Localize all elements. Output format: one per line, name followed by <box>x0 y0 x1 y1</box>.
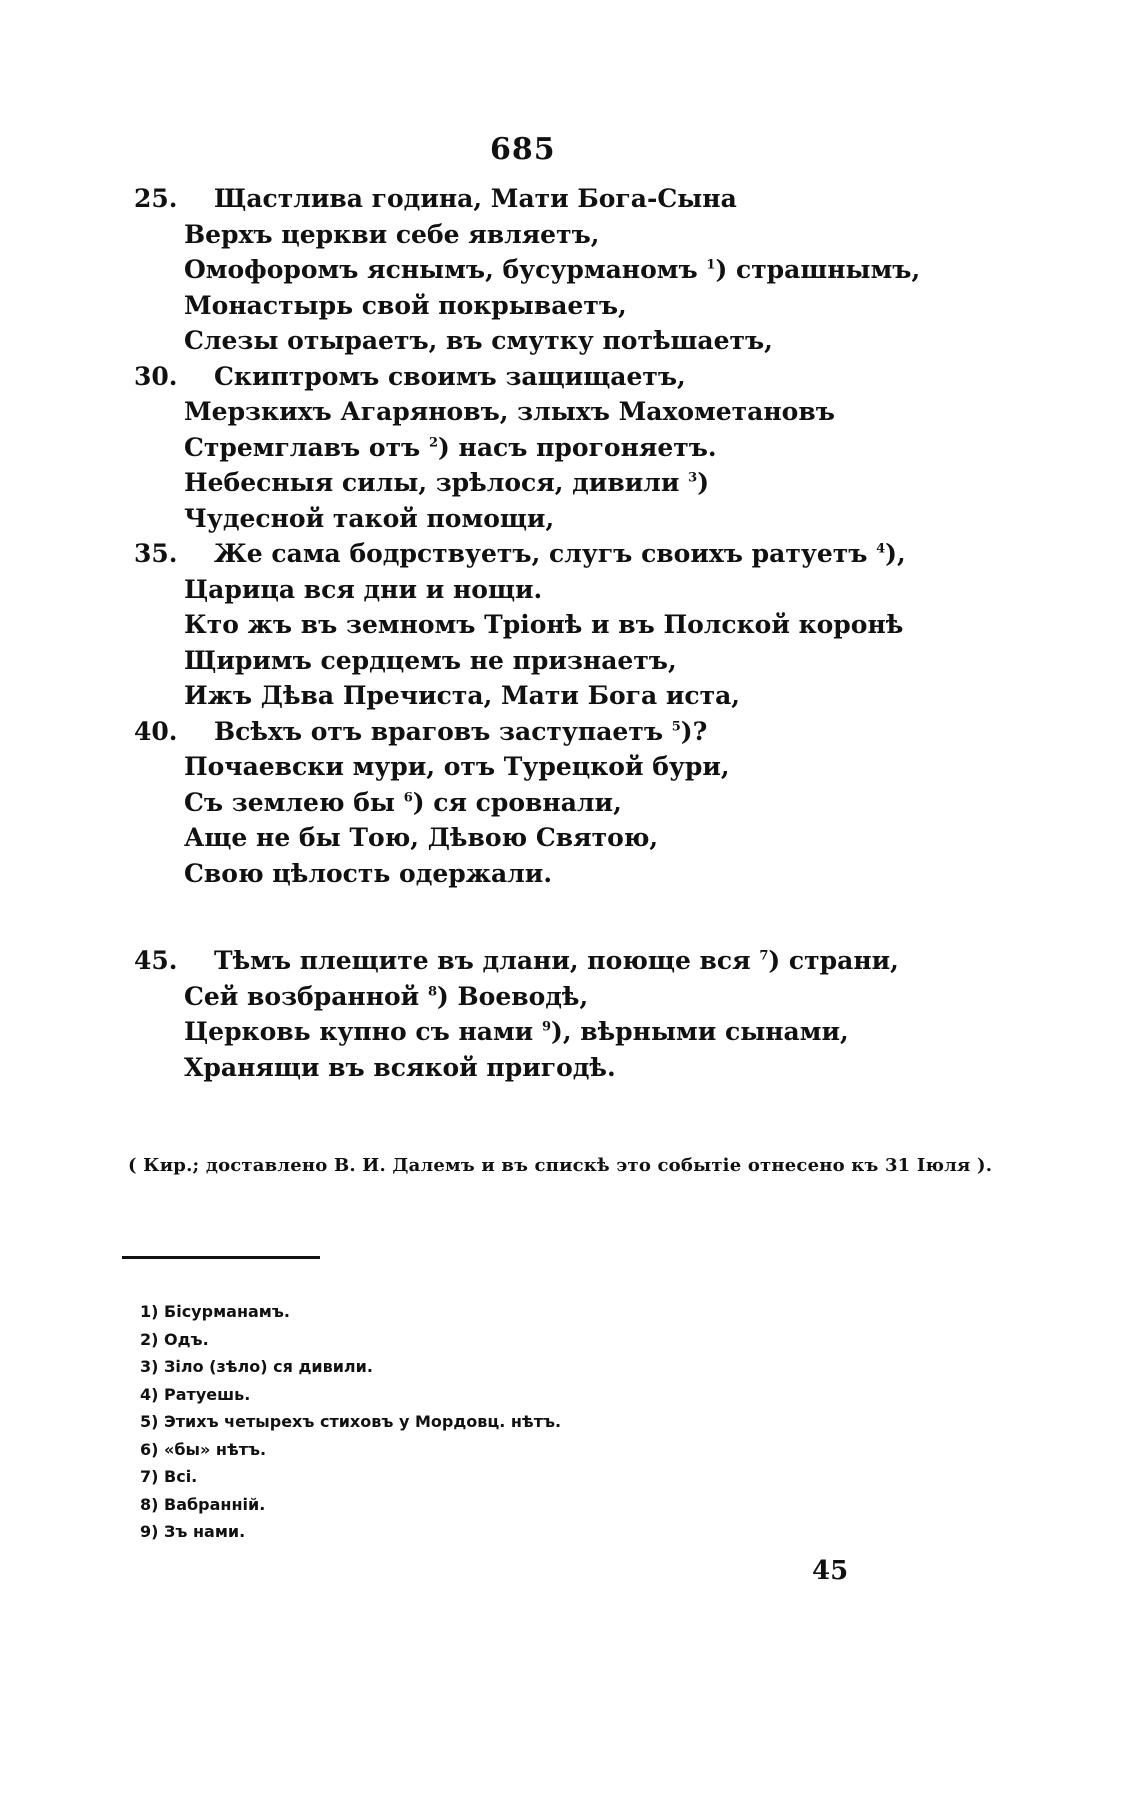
verse-text-tail: ), <box>885 539 906 568</box>
verse-line <box>134 362 1034 398</box>
footnote-ref: 7 <box>759 948 769 964</box>
signature-mark: 45 <box>812 1556 849 1586</box>
verse-text <box>184 468 709 497</box>
footnote-item: 3) Зіло (зѣло) ся дивили. <box>140 1357 373 1376</box>
verse-number: 30. <box>134 361 178 391</box>
footnote-ref: 2 <box>428 435 438 451</box>
verse-text <box>184 610 903 639</box>
verse-line <box>134 397 1034 433</box>
verse-text <box>184 433 717 462</box>
verse-line <box>134 433 1034 469</box>
verse-text-main: Скиптромъ своимъ защищаетъ, <box>214 361 686 391</box>
verse-line <box>134 1017 1034 1053</box>
footnote-ref: 5 <box>671 719 681 735</box>
verse-text-main: Тѣмъ плещите въ длани, поюще вся <box>214 946 751 975</box>
verse-line <box>134 504 1034 540</box>
verse-line <box>134 788 1034 824</box>
verse-text-tail: ) страшнымъ, <box>715 255 921 284</box>
verse-line <box>134 610 1034 646</box>
verse-text <box>214 717 707 746</box>
footnote-ref: 1 <box>706 257 716 273</box>
verse-line <box>134 859 1034 895</box>
footnote-ref: 9 <box>541 1019 551 1035</box>
verse-text <box>184 504 554 533</box>
verse-text-tail: ) ся сровнали, <box>412 787 622 817</box>
footnote-item: 6) «бы» нѣтъ. <box>140 1439 267 1459</box>
verse-number: 45. <box>134 946 178 975</box>
verse-line <box>134 575 1034 611</box>
verse-text-tail: ) страни, <box>768 946 899 975</box>
verse-text-tail: ) <box>697 468 710 497</box>
verse-text <box>214 362 686 391</box>
verse-text <box>184 859 552 888</box>
verse-text-main: Верхъ церкви себе являетъ, <box>184 219 600 249</box>
verse-text-main: Всѣхъ отъ враговъ заступаетъ <box>214 716 663 746</box>
verse-text-main: Монастырь свой покрываетъ, <box>184 290 627 320</box>
footnote-item: 4) Ратуешь. <box>140 1384 251 1404</box>
stanza-gap <box>134 894 1034 946</box>
page-number: 685 <box>490 132 556 167</box>
verse-text <box>184 681 740 710</box>
footnotes <box>140 1302 561 1550</box>
footnote-ref: 6 <box>403 790 413 806</box>
verse-text-tail: ) насъ прогоняетъ. <box>438 432 717 462</box>
verse-line <box>134 681 1034 717</box>
source-note: ( Кир.; доставлено В. И. Далемъ и въ спискѣ это событіе отнесено къ 31 Іюля ). <box>128 1155 993 1176</box>
verse-line <box>134 255 1034 291</box>
verse-number: 25. <box>134 184 178 213</box>
verse-text-main: Щиримъ сердцемъ не признаетъ, <box>184 645 677 675</box>
verse-text-main: Царица вся дни и нощи. <box>184 574 543 604</box>
verse-text <box>184 788 622 817</box>
verse-text-main: Хранящи въ всякой пригодѣ. <box>184 1052 616 1082</box>
verse-line <box>134 326 1034 362</box>
verse-text <box>184 575 542 604</box>
verse-text-main: Сей возбранной <box>184 981 420 1011</box>
verse-text-main: Аще не бы Тою, Дѣвою Святою, <box>184 823 659 852</box>
verse-text <box>184 255 920 284</box>
verse-line <box>134 184 1034 220</box>
verse-text-main: Свою цѣлость одержали. <box>184 858 553 888</box>
footnote-ref: 4 <box>876 541 886 557</box>
verse-line <box>134 291 1034 327</box>
stanza-1 <box>134 184 1034 894</box>
footnote-item: 5) Этихъ четырехъ стиховъ у Мордовц. нѣтъ. <box>140 1412 562 1431</box>
footnote-ref: 8 <box>427 984 437 1000</box>
verse-number: 35. <box>134 539 178 568</box>
verse-text-tail: )? <box>680 716 708 746</box>
verse-text <box>184 326 773 355</box>
verse-text-main: Слезы отыраетъ, въ смутку потѣшаетъ, <box>184 326 773 355</box>
verse-text-main: Же сама бодрствуетъ, слугъ своихъ ратуетъ <box>214 539 868 568</box>
verse-line <box>134 823 1034 859</box>
footnote-item: 8) Вабранній. <box>140 1494 266 1514</box>
verse-text-main: Кто жъ въ земномъ Тріонѣ и въ Полской коронѣ <box>184 610 904 639</box>
verse-line <box>134 539 1034 575</box>
verse-text-tail: ), вѣрными сынами, <box>550 1017 849 1046</box>
verse-text <box>214 184 737 213</box>
verse-line <box>134 1053 1034 1089</box>
verse-text <box>184 823 658 852</box>
verse-line <box>134 646 1034 682</box>
verse-text-main: Небесныя силы, зрѣлося, дивили <box>184 468 680 497</box>
verse-text <box>184 220 599 249</box>
verse-line <box>134 468 1034 504</box>
verse-text-main: Щастлива година, Мати Бога-Сына <box>214 184 737 213</box>
footnote-ref: 3 <box>688 470 698 486</box>
verse-text <box>184 982 588 1011</box>
verse-line <box>134 946 1034 982</box>
verse-text-main: Съ землею бы <box>184 787 395 817</box>
verse-text <box>184 646 677 675</box>
verse-line <box>134 220 1034 256</box>
verse-text <box>184 291 627 320</box>
verse-text-main: Стремглавъ отъ <box>184 432 421 462</box>
verse-text-main: Ижъ Дѣва Пречиста, Мати Бога иста, <box>184 681 741 710</box>
verse-text <box>214 946 899 975</box>
verse-text <box>214 539 906 568</box>
footnote-item: 1) Бісурманамъ. <box>140 1302 290 1321</box>
verse-text-main: Омофоромъ яснымъ, бусурманомъ <box>184 255 698 284</box>
verse-text-main: Церковь купно съ нами <box>184 1017 534 1046</box>
verse-line <box>134 717 1034 753</box>
footnote-item: 7) Всі. <box>140 1467 198 1486</box>
footnote-item: 2) Одъ. <box>140 1329 209 1349</box>
verse-text-main: Мерзкихъ Агаряновъ, злыхъ Махометановъ <box>184 397 835 426</box>
footnote-item: 9) Зъ нами. <box>140 1522 246 1541</box>
verse-text <box>184 1017 849 1046</box>
verse-line <box>134 752 1034 788</box>
verse-text <box>184 752 730 781</box>
stanza-2 <box>134 946 1034 1088</box>
footnote-divider <box>122 1256 320 1259</box>
verse-text-main: Чудесной такой помощи, <box>184 503 555 533</box>
verse-text-tail: ) Воеводѣ, <box>436 981 589 1011</box>
poem <box>134 184 1034 1088</box>
verse-number: 40. <box>134 716 178 746</box>
verse-text <box>184 397 835 426</box>
verse-text-main: Почаевски мури, отъ Турецкой бури, <box>184 752 730 781</box>
verse-line <box>134 982 1034 1018</box>
verse-text <box>184 1053 616 1082</box>
